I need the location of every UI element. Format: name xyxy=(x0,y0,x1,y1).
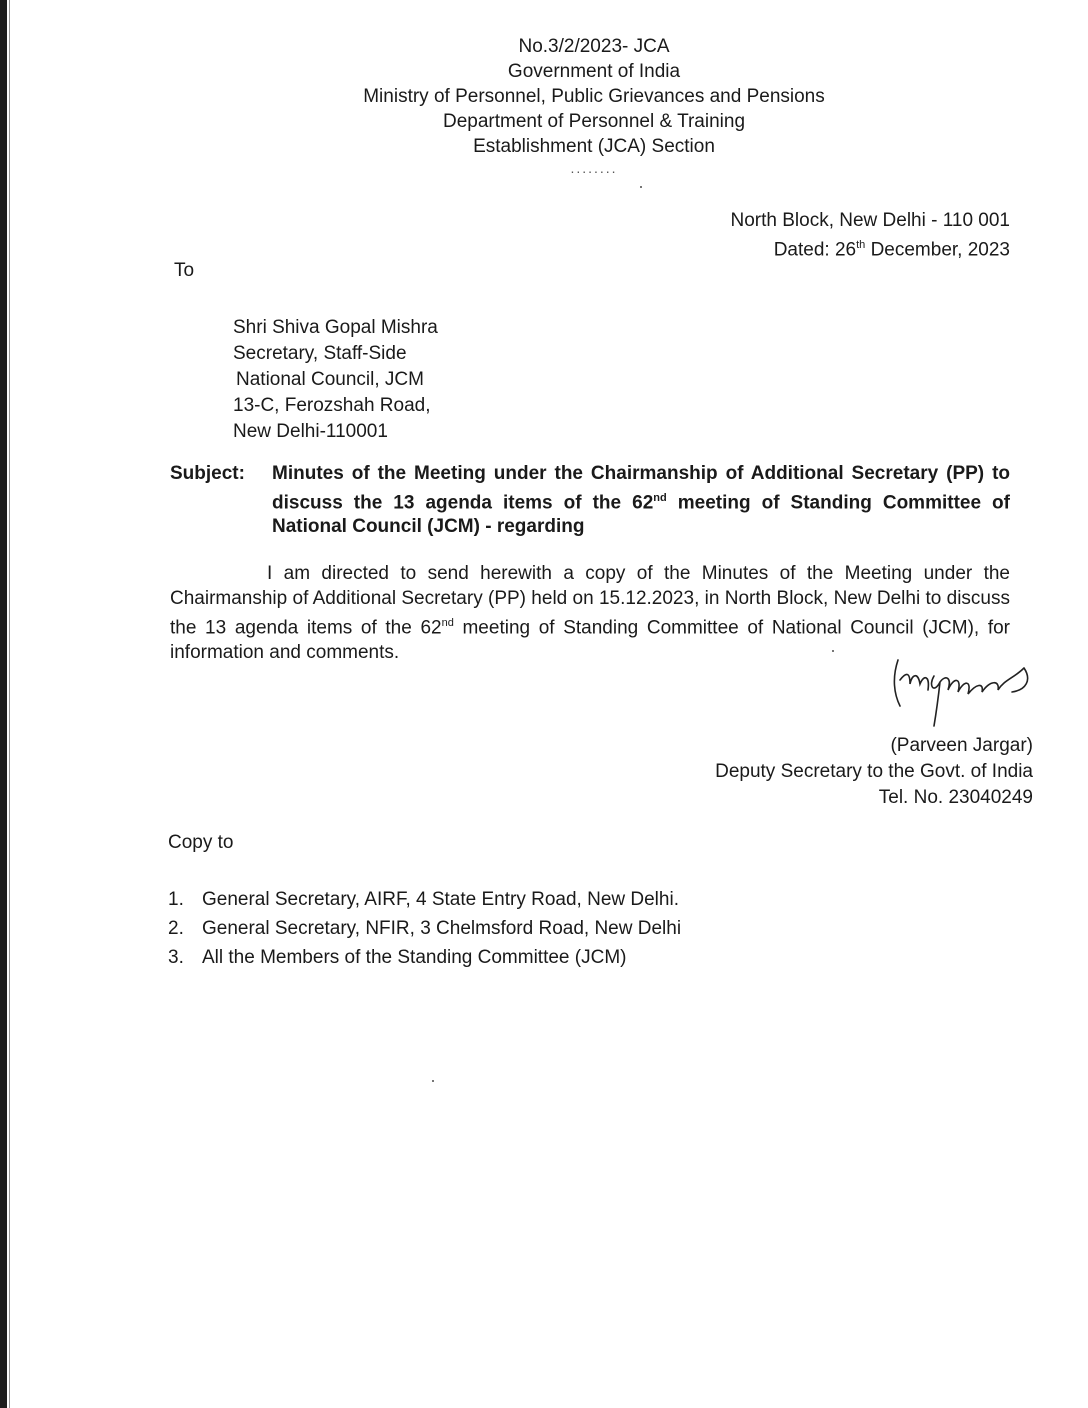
to-label: To xyxy=(174,260,195,281)
department-name: Department of Personnel & Training xyxy=(442,111,746,132)
govt-name: Government of India xyxy=(507,61,681,82)
header-separator: ........ xyxy=(570,160,618,176)
addressee-line: Shri Shiva Gopal Mishra xyxy=(233,317,438,338)
scan-speck xyxy=(432,1080,434,1082)
addressee-line: National Council, JCM xyxy=(236,369,424,390)
addressee-line: 13-C, Ferozshah Road, xyxy=(233,395,431,416)
body-paragraph: I am directed to send herewith a copy of the Minutes of the Meeting under the Chairmanship of Additional Secretary (PP) held on 15.12.2023, in North Block, New Delhi to discuss the 13 agenda items of the 62nd meeting of Standing Committee of National Council (JCM), for information and comments. xyxy=(170,563,1010,664)
signer-tel: Tel. No. 23040249 xyxy=(878,787,1033,808)
signature xyxy=(876,650,1046,730)
subject-label: Subject: xyxy=(170,463,245,484)
copy-to-list xyxy=(168,885,681,972)
copy-to-label: Copy to xyxy=(168,832,234,853)
section-name: Establishment (JCA) Section xyxy=(473,136,715,157)
signer-block xyxy=(715,733,1033,811)
signature-scribble-icon xyxy=(876,650,1046,730)
list-item: 2. General Secretary, NFIR, 3 Chelmsford Road, New Delhi xyxy=(168,918,682,939)
addressee-line: Secretary, Staff-Side xyxy=(233,343,407,364)
subject-text: Minutes of the Meeting under the Chairmanship of Additional Secretary (PP) to discuss the 13 agenda items of the 62nd meeting of Standing Committee of National Council (JCM) - regarding xyxy=(272,463,1010,538)
signer-name: (Parveen Jargar) xyxy=(890,735,1033,756)
scan-border-line xyxy=(9,0,10,1408)
list-item: 1. General Secretary, AIRF, 4 State Entry Road, New Delhi. xyxy=(168,889,679,910)
addressee-block xyxy=(233,315,438,445)
file-number: No.3/2/2023- JCA xyxy=(518,36,670,57)
ministry-name: Ministry of Personnel, Public Grievances and Pensions xyxy=(363,86,825,107)
letterhead xyxy=(300,34,888,177)
signer-designation: Deputy Secretary to the Govt. of India xyxy=(715,761,1033,782)
date: Dated: 26th December, 2023 xyxy=(773,239,1010,261)
addressee-line: New Delhi-110001 xyxy=(233,421,388,442)
scan-speck xyxy=(640,186,642,188)
subject-block xyxy=(170,462,1010,539)
scan-border xyxy=(0,0,7,1408)
list-item: 3. All the Members of the Standing Committee (JCM) xyxy=(168,947,627,968)
place: North Block, New Delhi - 110 001 xyxy=(730,210,1010,231)
scan-speck xyxy=(832,650,834,652)
place-date xyxy=(731,208,1011,262)
